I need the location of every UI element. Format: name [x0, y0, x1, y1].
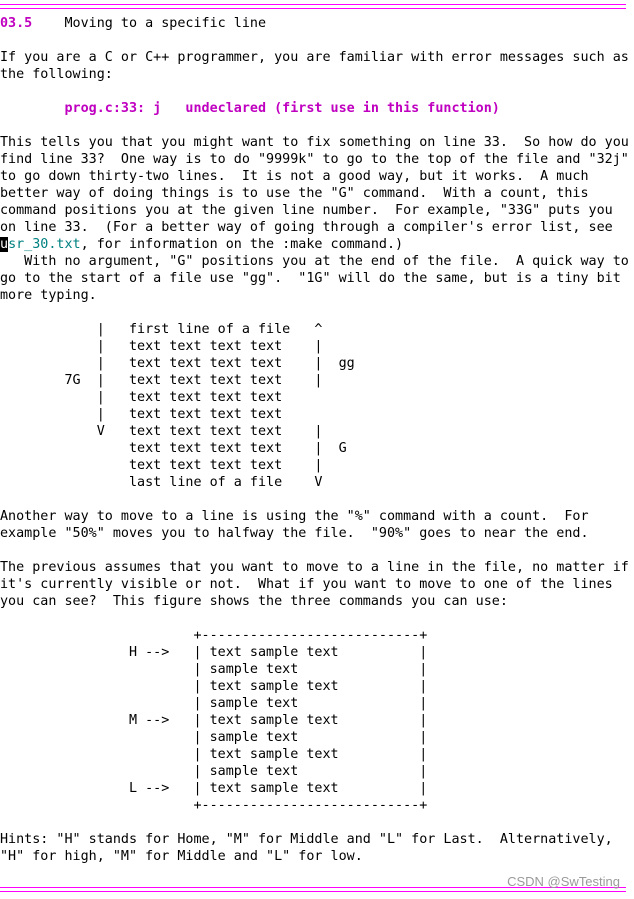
text-line: go to the start of a file use "gg". "1G" will do the same, but is a tiny bit — [0, 271, 621, 286]
text-line: If you are a C or C++ programmer, you are familiar with error messages such as — [0, 50, 629, 65]
section-title: Moving to a specific line — [64, 16, 267, 31]
figure-line: text text text text | G — [0, 441, 347, 456]
example-error-message: prog.c:33: j undeclared (first use in this function) — [0, 101, 500, 116]
figure-line: M --> | text sample text | — [0, 713, 428, 728]
text-line: example "50%" moves you to halfway the file. "90%" goes to near the end. — [0, 526, 589, 541]
figure-line: | sample text | — [0, 730, 428, 745]
hint-line: Hints: "H" stands for Home, "M" for Middle and "L" for Last. Alternatively, — [0, 832, 613, 847]
text-line: more typing. — [0, 288, 97, 303]
text-line: to go down thirty-two lines. It is not a good way, but it works. A much — [0, 169, 589, 184]
text-line: on line 33. (For a better way of going through a compiler's error list, see — [0, 220, 613, 235]
text-line: Another way to move to a line is using the "%" command with a count. For — [0, 509, 589, 524]
text-line: With no argument, "G" positions you at the end of the file. A quick way to — [0, 254, 629, 269]
text-line: it's currently visible or not. What if you want to move to one of the lines — [0, 577, 613, 592]
text-line — [0, 236, 403, 253]
text-fragment: , for information on the :make command.) — [80, 237, 404, 252]
figure-line: | text text text text — [0, 407, 283, 422]
figure-line: V text text text text | — [0, 424, 323, 439]
figure-line: | sample text | — [0, 764, 428, 779]
figure-line: | text text text text | gg — [0, 356, 355, 371]
text-line: find line 33? One way is to do "9999k" to go to the top of the file and "32j" — [0, 152, 629, 167]
figure-line: | text text text text | — [0, 339, 323, 354]
text-line: This tells you that you might want to fix something on line 33. So how do you — [0, 135, 629, 150]
text-line: you can see? This figure shows the three commands you can use: — [0, 594, 508, 609]
text-line: better way of doing things is to use the "G" command. With a count, this — [0, 186, 589, 201]
figure-line: | first line of a file ^ — [0, 322, 323, 337]
top-separator — [0, 4, 626, 9]
text-cursor: u — [0, 237, 9, 252]
figure-line: | text sample text | — [0, 679, 428, 694]
help-link-usr-30[interactable]: sr_30.txt — [8, 237, 81, 252]
figure-line: last line of a file V — [0, 475, 323, 490]
text-line: The previous assumes that you want to move to a line in the file, no matter if — [0, 560, 629, 575]
figure-line: text text text text | — [0, 458, 323, 473]
figure-line: +---------------------------+ — [0, 798, 428, 813]
figure-line: | sample text | — [0, 696, 428, 711]
section-number: 03.5 — [0, 16, 33, 31]
section-heading — [0, 15, 266, 32]
figure-line: | text sample text | — [0, 747, 428, 762]
text-line: the following: — [0, 67, 113, 82]
figure-line: L --> | text sample text | — [0, 781, 428, 796]
text-line: command positions you at the given line number. For example, "33G" puts you — [0, 203, 613, 218]
figure-line: +---------------------------+ — [0, 628, 428, 643]
hint-line: "H" for high, "M" for Middle and "L" for low. — [0, 849, 363, 864]
figure-line: 7G | text text text text | — [0, 373, 323, 388]
figure-line: H --> | text sample text | — [0, 645, 428, 660]
figure-line: | sample text | — [0, 662, 428, 677]
watermark: CSDN @SwTesting — [507, 874, 620, 889]
figure-line: | text text text text — [0, 390, 283, 405]
